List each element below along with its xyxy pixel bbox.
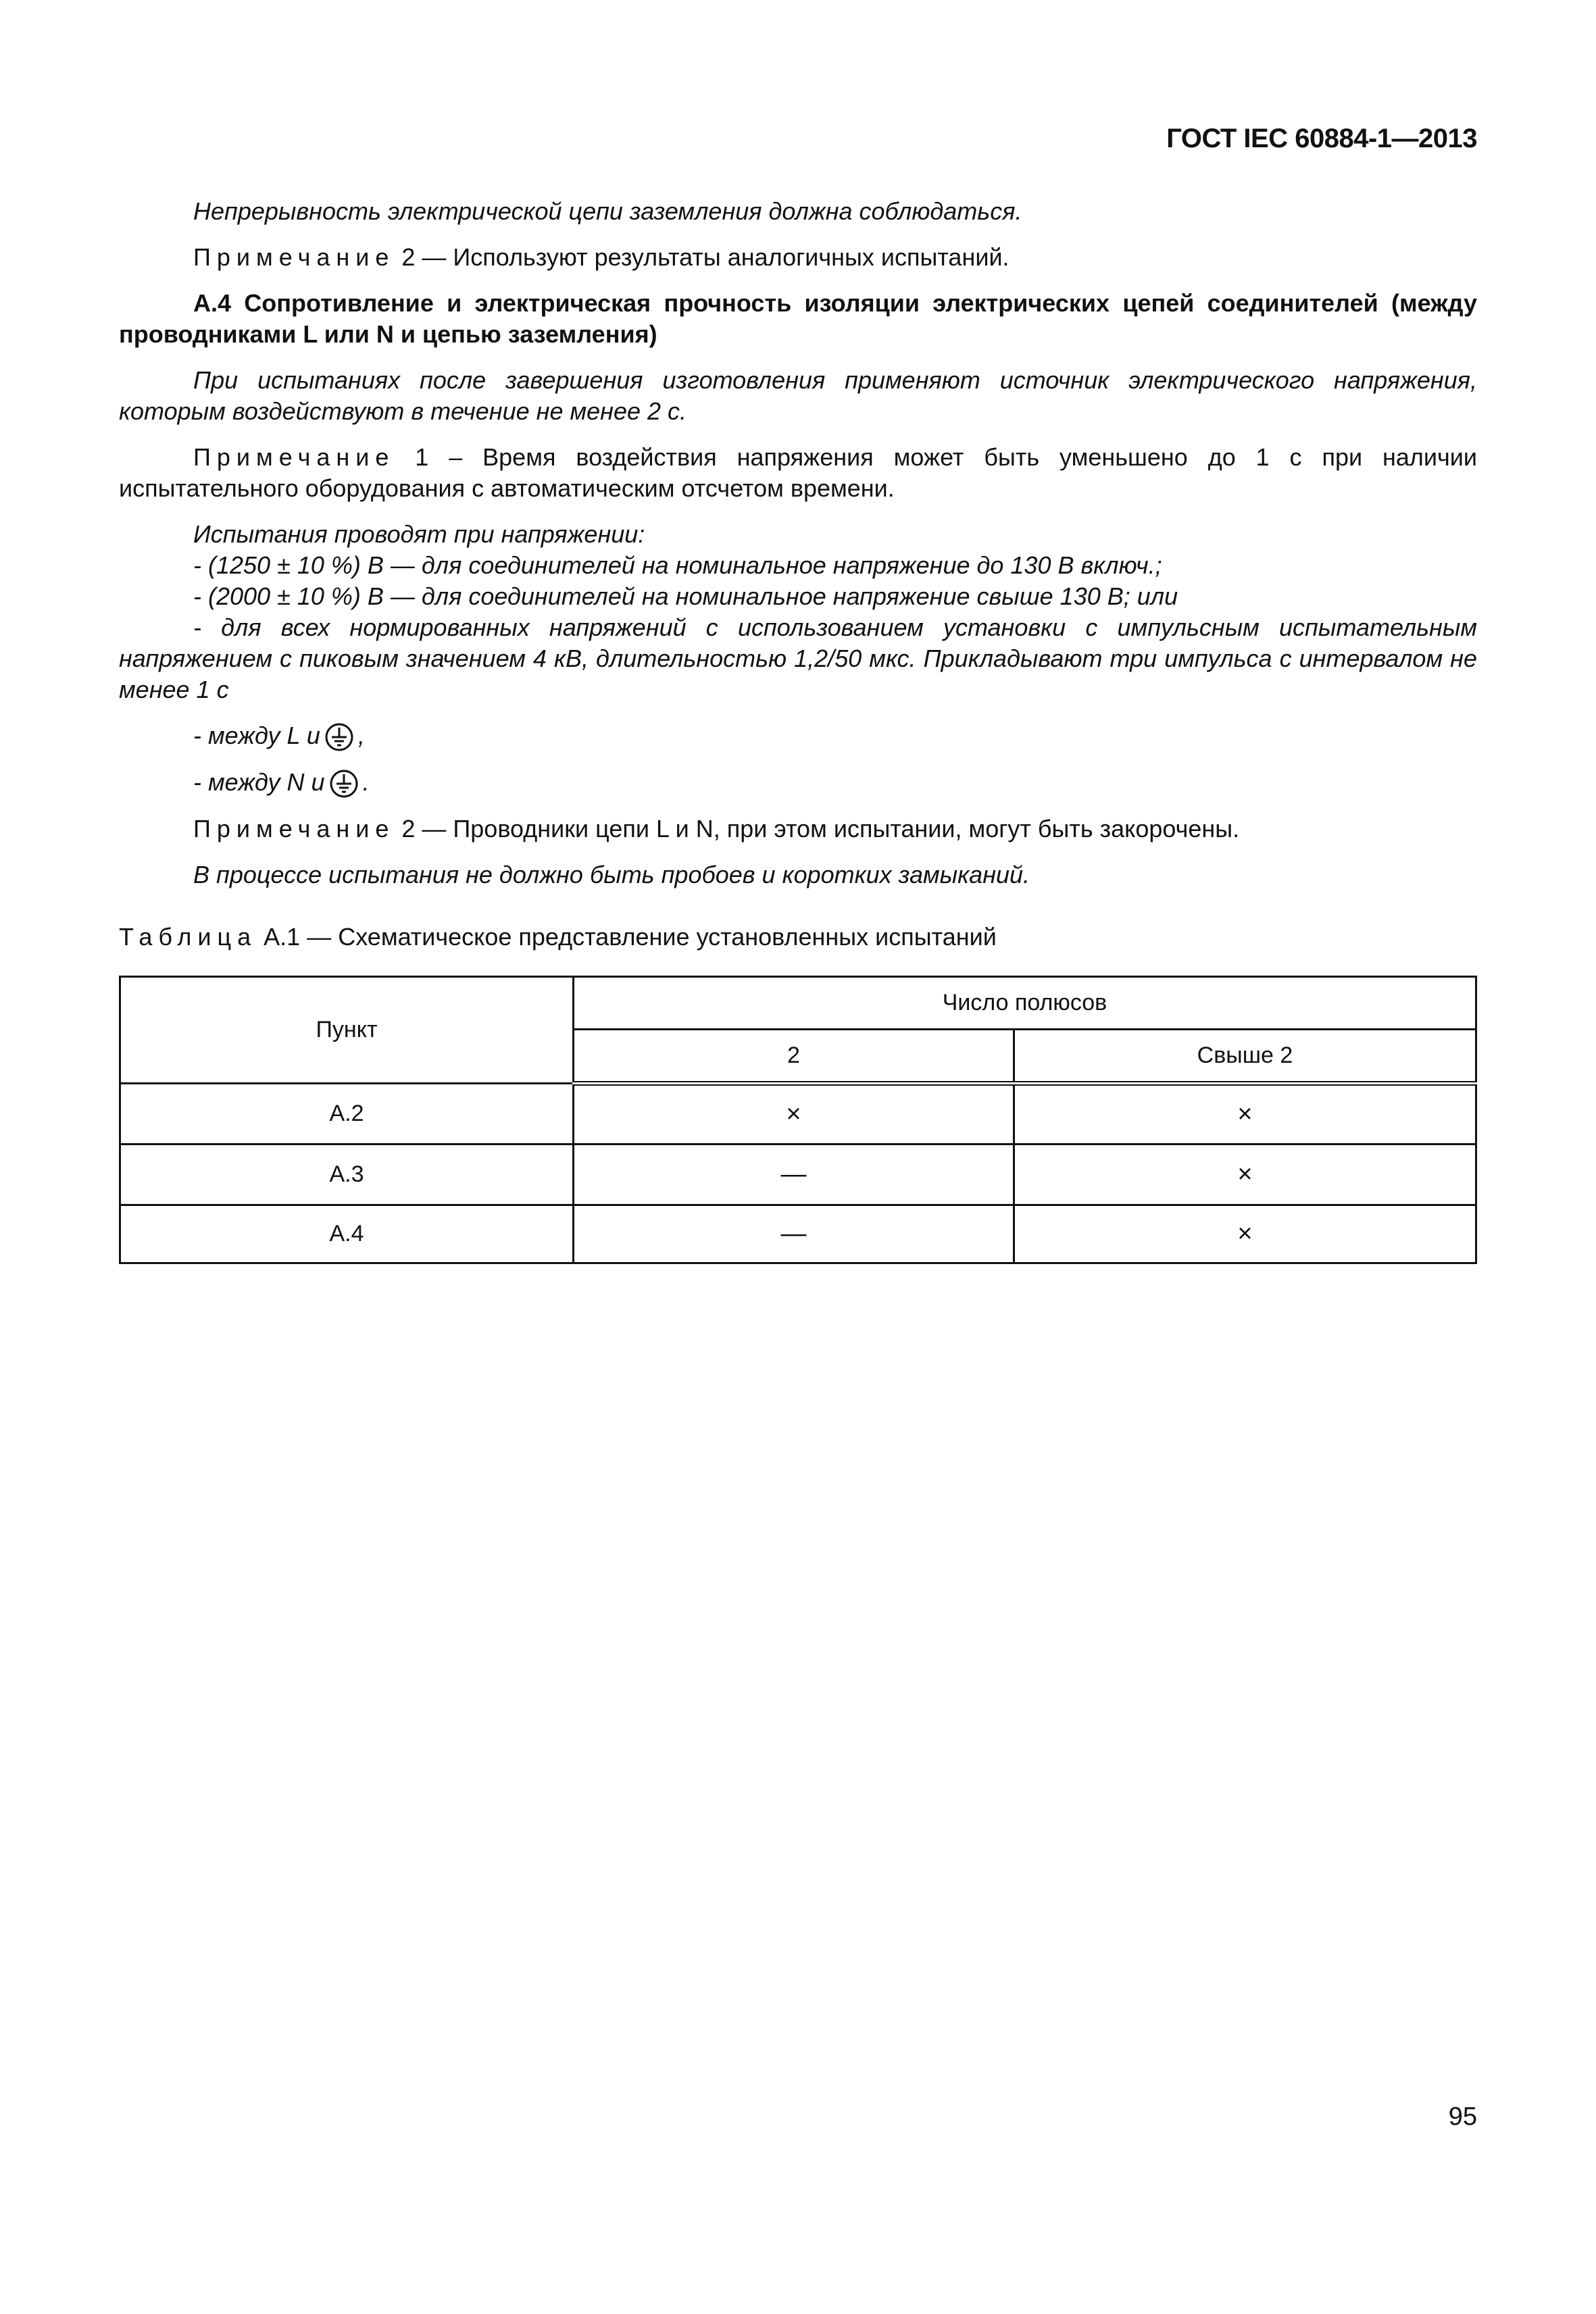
row-over-two-poles: × [1014, 1084, 1476, 1145]
note-2-a4 [119, 813, 1477, 845]
header-poles: Число полюсов [574, 977, 1476, 1030]
note-text: 1 – Время воздействия напряжения может быть уменьшено до 1 с при наличии испытательного оборудования с автоматическим отсчетом времени. [119, 443, 1477, 502]
note-label: Примечание [193, 243, 395, 271]
between-l-end: , [357, 722, 365, 749]
header-item: Пункт [120, 977, 574, 1084]
note-2-a3 [119, 242, 1477, 273]
ground-symbol-icon [329, 769, 359, 799]
table-caption [119, 922, 1477, 953]
note-1-a4 [119, 442, 1477, 504]
between-l-text: - между L и [193, 722, 320, 749]
between-n-line [119, 767, 1477, 799]
header-two-poles: 2 [574, 1030, 1014, 1084]
paragraph-test-source: При испытаниях после завершения изготовления применяют источник электрического напряжения, которым воздействуют в течение не менее 2 с. [119, 366, 1477, 425]
note-label: Примечание [193, 443, 395, 471]
row-two-poles: × [574, 1084, 1014, 1145]
table-caption-text: А.1 — Схематическое представление установленных испытаний [257, 923, 997, 951]
row-two-poles: — [574, 1145, 1014, 1205]
ground-symbol-icon [324, 722, 354, 752]
header-over-two-poles: Свыше 2 [1014, 1030, 1476, 1084]
body-text [119, 196, 1477, 953]
table-row [120, 1084, 1476, 1145]
list-item-1250: - (1250 ± 10 %) В — для соединителей на номинальное напряжение до 130 В включ.; [193, 551, 1162, 579]
tests-table [119, 976, 1477, 1264]
table-header-row [120, 977, 1476, 1030]
row-over-two-poles: × [1014, 1145, 1476, 1205]
between-l-line [119, 720, 1477, 752]
section-heading-a4: А.4 Сопротивление и электрическая прочность изоляции электрических цепей соединителей (между проводниками L или N и цепью заземления) [119, 289, 1477, 348]
row-two-poles: — [574, 1205, 1014, 1263]
note-text: 2 — Используют результаты аналогичных испытаний. [395, 243, 1009, 271]
between-n-text: - между N и [193, 768, 325, 796]
paragraph-test-voltage: Испытания проводят при напряжении: [193, 520, 645, 548]
list-item-2000: - (2000 ± 10 %) В — для соединителей на номинальное напряжение свыше 130 В; или [193, 582, 1178, 610]
table-caption-label: Таблица [119, 923, 257, 951]
table-row [120, 1145, 1476, 1205]
note-text: 2 — Проводники цепи L и N, при этом испытании, могут быть закорочены. [395, 815, 1240, 842]
row-item: А.3 [120, 1145, 574, 1205]
page-number: 95 [1448, 2103, 1477, 2131]
note-label: Примечание [193, 815, 395, 842]
row-item: А.2 [120, 1084, 574, 1145]
table-row [120, 1205, 1476, 1263]
list-item-impulse: - для всех нормированных напряжений с использованием установки с импульсным испытательным напряжением с пиковым значением 4 кВ, длительностью 1,2/50 мкс. Прикладывают три импульса с интервалом не менее 1 с [119, 613, 1477, 703]
document-code: ГОСТ IEC 60884-1—2013 [1166, 124, 1477, 153]
paragraph-no-breakdown: В процессе испытания не должно быть пробоев и коротких замыканий. [193, 861, 1030, 888]
row-item: А.4 [120, 1205, 574, 1263]
paragraph-ground-continuity: Непрерывность электрической цепи заземления должна соблюдаться. [193, 197, 1022, 225]
between-n-end: . [362, 768, 370, 796]
row-over-two-poles: × [1014, 1205, 1476, 1263]
